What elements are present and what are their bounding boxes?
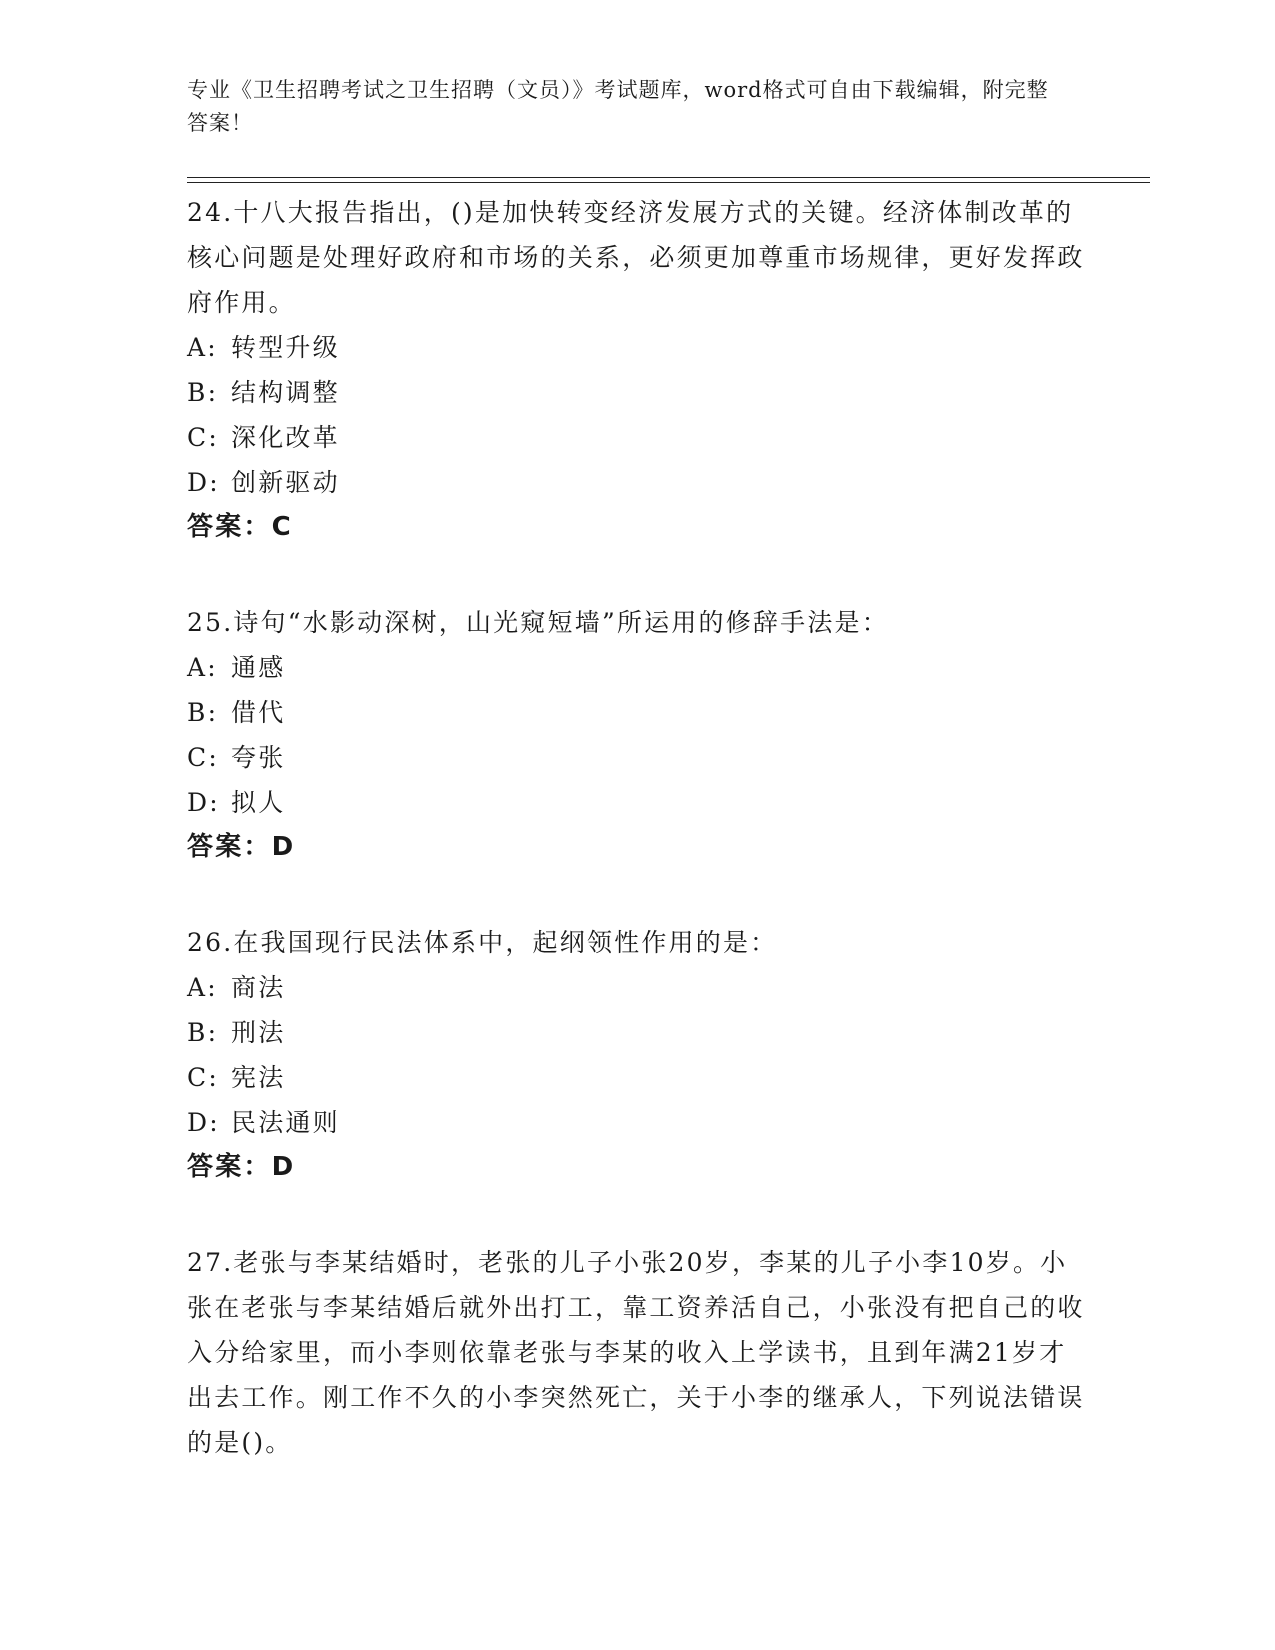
option-text: 民法通则 — [231, 1108, 340, 1137]
question-25 — [187, 600, 1087, 870]
option-c — [187, 735, 1087, 780]
option-d — [187, 1100, 1087, 1145]
option-text: 创新驱动 — [231, 468, 340, 497]
option-text: 商法 — [231, 973, 286, 1002]
option-b — [187, 690, 1087, 735]
option-key: C: — [187, 1063, 219, 1092]
question-stem: 27.老张与李某结婚时，老张的儿子小张20岁，李某的儿子小李10岁。小张在老张与李某结婚后就外出打工，靠工资养活自己，小张没有把自己的收入分给家里，而小李则依靠老张与李某的收入上学读书，且到年满21岁才出去工作。刚工作不久的小李突然死亡，关于小李的继承人，下列说法错误的是()。 — [187, 1248, 1085, 1457]
question-26 — [187, 920, 1087, 1190]
option-d — [187, 460, 1087, 505]
option-c — [187, 415, 1087, 460]
option-key: B: — [187, 378, 219, 407]
option-text: 刑法 — [231, 1018, 286, 1047]
option-d — [187, 780, 1087, 825]
option-text: 宪法 — [231, 1063, 286, 1092]
option-key: B: — [187, 1018, 219, 1047]
option-text: 通感 — [231, 653, 286, 682]
option-key: B: — [187, 698, 219, 727]
option-text: 转型升级 — [231, 333, 340, 362]
option-key: A: — [187, 973, 218, 1002]
option-key: C: — [187, 743, 219, 772]
option-key: D: — [187, 468, 220, 497]
option-key: A: — [187, 333, 218, 362]
question-24 — [187, 190, 1087, 550]
header-divider-bottom — [187, 182, 1150, 183]
answer-line: 答案：C — [187, 512, 293, 542]
document-header: 专业《卫生招聘考试之卫生招聘（文员）》考试题库，word格式可自由下载编辑，附完整答案！ — [187, 78, 1049, 135]
question-stem: 26.在我国现行民法体系中，起纲领性作用的是： — [187, 928, 778, 957]
option-b — [187, 370, 1087, 415]
option-c — [187, 1055, 1087, 1100]
question-stem: 24.十八大报告指出，()是加快转变经济发展方式的关键。经济体制改革的核心问题是处理好政府和市场的关系，必须更加尊重市场规律，更好发挥政府作用。 — [187, 198, 1085, 317]
option-text: 结构调整 — [231, 378, 340, 407]
option-text: 夸张 — [231, 743, 286, 772]
option-a — [187, 965, 1087, 1010]
option-key: D: — [187, 1108, 220, 1137]
question-27 — [187, 1240, 1087, 1465]
answer-line: 答案：D — [187, 832, 296, 862]
option-b — [187, 1010, 1087, 1055]
header-divider-top — [187, 177, 1150, 178]
option-text: 拟人 — [231, 788, 286, 817]
question-stem: 25.诗句“水影动深树，山光窥短墙”所运用的修辞手法是： — [187, 608, 889, 637]
answer-line: 答案：D — [187, 1152, 296, 1182]
option-key: A: — [187, 653, 218, 682]
option-text: 借代 — [231, 698, 286, 727]
option-a — [187, 645, 1087, 690]
option-key: D: — [187, 788, 220, 817]
option-text: 深化改革 — [231, 423, 340, 452]
question-list — [187, 190, 1087, 1465]
option-a — [187, 325, 1087, 370]
option-key: C: — [187, 423, 219, 452]
